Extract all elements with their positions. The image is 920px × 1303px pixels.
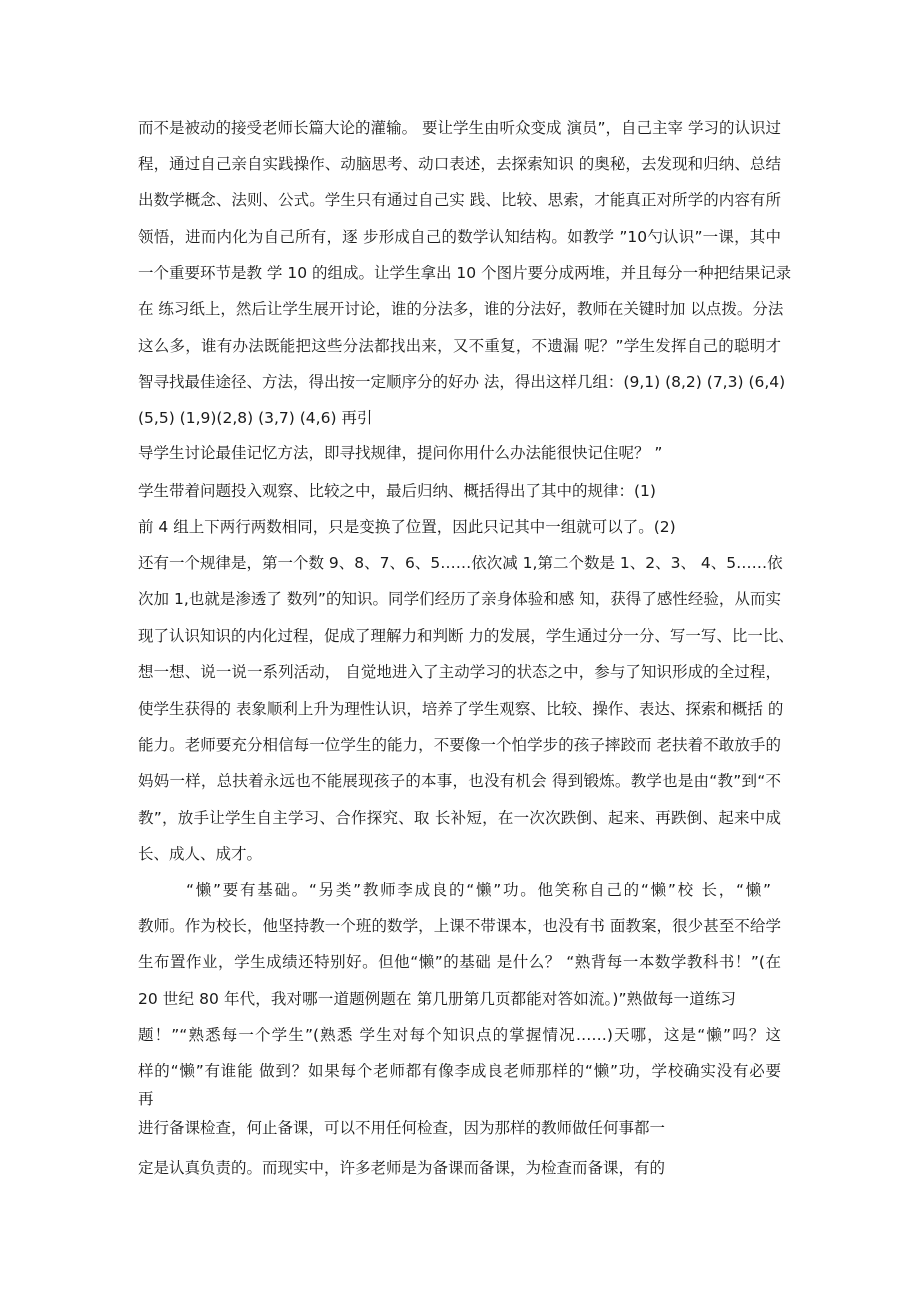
text-line: (5,5) (1,9)(2,8) (3,7) (4,6) 再引 — [138, 409, 373, 427]
paragraph-first-line: “懒”要有基础。“另类”教师李成良的“懒”功。他笑称自己的“懒”校 长，“懒” — [186, 881, 771, 899]
text-line: 20 世纪 80 年代，我对哪一道题例题在 第几册第几页都能对答如流。)”熟做每一道练习 — [138, 990, 736, 1008]
text-line: 程，通过自己亲自实践操作、动脑思考、动口表述，去探索知识 的奥秘，去发现和归纳、总结 — [138, 155, 781, 173]
text-line: 次加 1,也就是渗透了 数列”的知识。同学们经历了亲身体验和感 知，获得了感性经验，从而实 — [138, 590, 781, 608]
text-line: 导学生讨论最佳记忆方法，即寻找规律，提问你用什么办法能很快记住呢？ ” — [138, 444, 663, 462]
text-line: 学生带着问题投入观察、比较之中，最后归纳、概括得出了其中的规律：(1) — [138, 482, 656, 500]
text-line: 一个重要环节是教 学 10 的组成。让学生拿出 10 个图片要分成两堆，并且每分一种把结果记录 — [138, 264, 792, 282]
text-line: 领悟，进而内化为自己所有，逐 步形成自己的数学认知结构。如教学 ”10勺认识”一课，其中 — [138, 228, 781, 246]
text-line: 再 — [138, 1090, 154, 1108]
text-line: 定是认真负责的。而现实中，许多老师是为备课而备课，为检查而备课，有的 — [138, 1159, 666, 1177]
text-line: 还有一个规律是，第一个数 9、8、7、6、5……依次减 1,第二个数是 1、2、3、 4、5……依 — [138, 554, 783, 572]
text-line: 而不是被动的接受老师长篇大论的灌输。 要让学生由听众变成 演员”，自己主宰 学习的认识过 — [138, 119, 781, 137]
text-line: 使学生获得的 表象顺利上升为理性认识，培养了学生观察、比较、操作、表达、探索和概括 的 — [138, 700, 784, 718]
text-line: 能力。老师要充分相信每一位学生的能力，不要像一个怕学步的孩子摔跤而 老扶着不敢放手的 — [138, 736, 781, 754]
text-line: 题！”“熟悉每一个学生”(熟悉 学生对每个知识点的掌握情况……)天哪，这是“懒”吗？这 — [138, 1026, 781, 1044]
text-line: 出数学概念、法则、公式。学生只有通过自己实 践、比较、思索，才能真正对所学的内容有所 — [138, 191, 781, 209]
text-line: 教师。作为校长，他坚持教一个班的数学，上课不带课本，也没有书 面教案，很少甚至不给学 — [138, 917, 781, 935]
text-line: 长、成人、成才。 — [138, 845, 263, 863]
text-line: 这么多，谁有办法既能把这些分法都找出来，又不重复，不遗漏 呢？”学生发挥自己的聪明才 — [138, 337, 781, 355]
text-line: 现了认识知识的内化过程，促成了理解力和判断 力的发展，学生通过分一分、写一写、比一比、 — [138, 627, 794, 645]
text-line: 妈妈一样，总扶着永远也不能展现孩子的本事，也没有机会 得到锻炼。教学也是由“教”到“不 — [138, 772, 781, 790]
text-line: 教”，放手让学生自主学习、合作探究、取 长补短，在一次次跌倒、起来、再跌倒、起来中成 — [138, 809, 781, 827]
text-line: 进行备课检查，何止备课，可以不用任何检查，因为那样的教师做任何事都一 — [138, 1119, 666, 1137]
text-line: 生布置作业，学生成绩还特别好。但他“懒”的基础 是什么？ “熟背每一本数学教科书！”(在 — [138, 953, 781, 971]
text-line: 在 练习纸上，然后让学生展开讨论，谁的分法多，谁的分法好，教师在关键时加 以点拨。分法 — [138, 300, 784, 318]
text-line: 想一想、说一说一系列活动， 自觉地进入了主动学习的状态之中，参与了知识形成的全过程， — [138, 663, 781, 681]
text-line: 前 4 组上下两行两数相同，只是变换了位置，因此只记其中一组就可以了。(2) — [138, 518, 676, 536]
text-line: 智寻找最佳途径、方法，得出按一定顺序分的好办 法，得出这样几组：(9,1) (8,2) (7,3) (6,4) — [138, 373, 786, 391]
text-line: 样的“懒”有谁能 做到？如果每个老师都有像李成良老师那样的“懒”功，学校确实没有必要 — [138, 1062, 781, 1080]
